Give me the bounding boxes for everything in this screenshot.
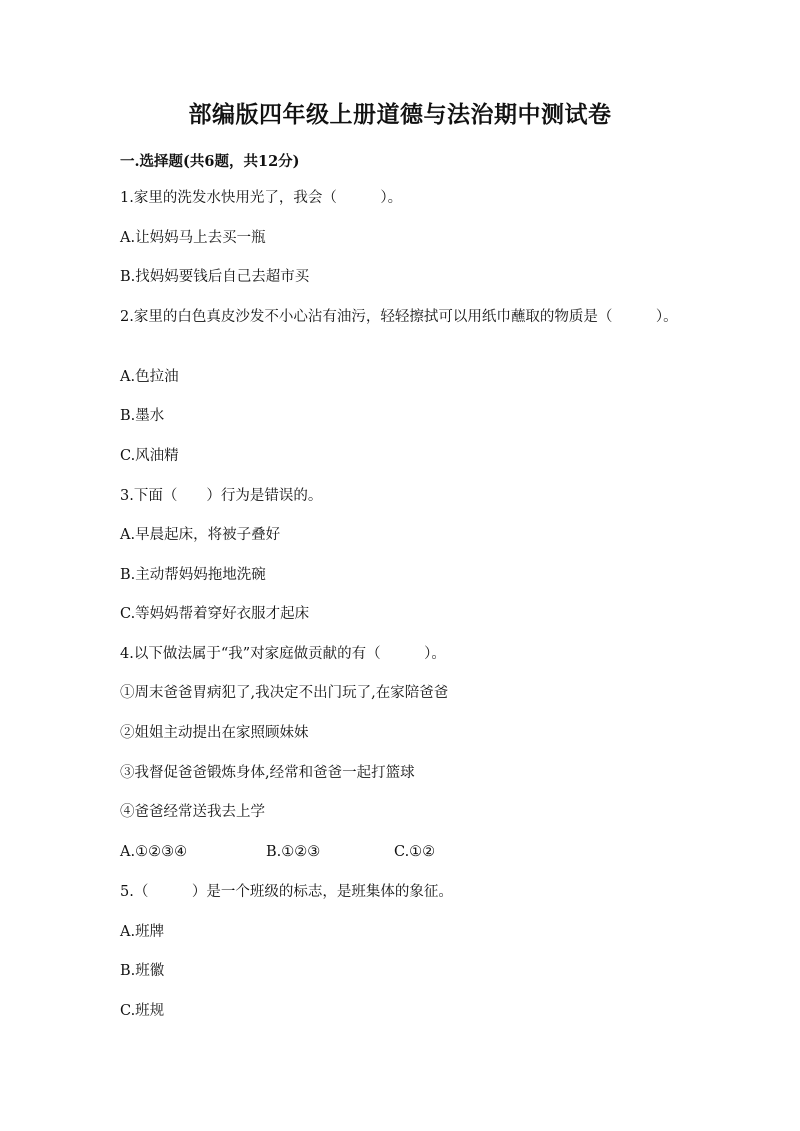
question-1-option-a: A.让妈妈马上去买一瓶 [120, 230, 266, 246]
question-5-stem: 5.（ ）是一个班级的标志，是班集体的象征。 [120, 884, 453, 900]
question-4-stem: 4.以下做法属于“我”对家庭做贡献的有（ ）。 [120, 646, 446, 662]
question-4-option-b: B.①②③ [266, 844, 321, 860]
page-title: 部编版四年级上册道德与法治期中测试卷 [188, 101, 612, 128]
question-2-option-b: B.墨水 [120, 408, 165, 424]
question-5-option-b: B.班徽 [120, 963, 165, 979]
question-3-option-a: A.早晨起床，将被子叠好 [120, 527, 281, 543]
question-3-option-b: B.主动帮妈妈拖地洗碗 [120, 567, 266, 583]
question-3-option-c: C.等妈妈帮着穿好衣服才起床 [120, 606, 310, 622]
question-4-statement-1: ①周末爸爸胃病犯了,我决定不出门玩了,在家陪爸爸 [120, 685, 449, 701]
question-4-statement-2: ②姐姐主动提出在家照顾妹妹 [120, 725, 309, 741]
question-4-statement-4: ④爸爸经常送我去上学 [120, 804, 265, 820]
section-heading: 一.选择题(共6题，共12分) [120, 153, 300, 170]
question-1-option-b: B.找妈妈要钱后自己去超市买 [120, 269, 310, 285]
question-2-option-a: A.色拉油 [120, 369, 179, 385]
question-4-options-row [120, 842, 435, 862]
question-5-option-c: C.班规 [120, 1003, 165, 1019]
question-4-option-a: A.①②③④ [120, 844, 188, 860]
question-4-option-c: C.①② [394, 844, 436, 860]
question-3-stem: 3.下面（ ）行为是错误的。 [120, 488, 323, 504]
question-4-statement-3: ③我督促爸爸锻炼身体,经常和爸爸一起打篮球 [120, 765, 415, 781]
question-2-option-c: C.风油精 [120, 448, 179, 464]
question-5-option-a: A.班牌 [120, 924, 165, 940]
question-1-stem: 1.家里的洗发水快用光了，我会（ ）。 [120, 190, 403, 206]
question-2-stem: 2.家里的白色真皮沙发不小心沾有油污，轻轻擦拭可以用纸巾蘸取的物质是（ ）。 [120, 309, 678, 325]
